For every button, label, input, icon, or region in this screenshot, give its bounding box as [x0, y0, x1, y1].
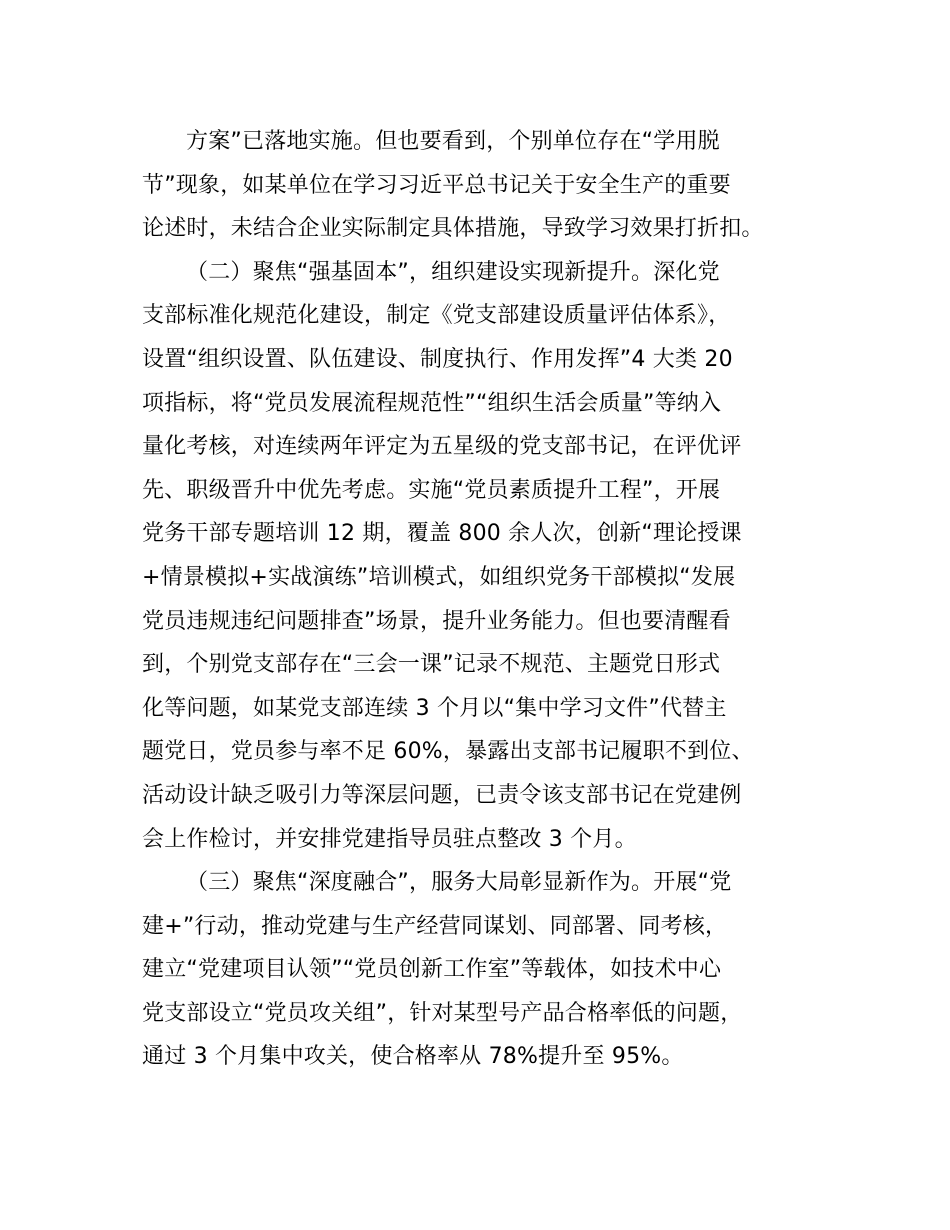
- text-line: 先、职级晋升中优先考虑。实施“党员素质提升工程”，开展: [142, 477, 721, 503]
- text-line: 题党日，党员参与率不足 60%，暴露出支部书记履职不到位、: [142, 739, 754, 765]
- text-line: 会上作检讨，并安排党建指导员驻点整改 3 个月。: [142, 826, 637, 852]
- text-line: 建+”行动，推动党建与生产经营同谋划、同部署、同考核，: [142, 913, 728, 939]
- paragraph-1: [142, 120, 842, 251]
- paragraph-2: [142, 251, 842, 861]
- text-line: 项指标，将“党员发展流程规范性”“组织生活会质量”等纳入: [142, 390, 722, 416]
- text-line: +情景模拟+实战演练”培训模式，如组织党务干部模拟“发展: [142, 564, 736, 590]
- text-line: 党务干部专题培训 12 期，覆盖 800 余人次，创新“理论授课: [142, 521, 742, 547]
- text-line: 党支部设立“党员攻关组”，针对某型号产品合格率低的问题，: [142, 1000, 743, 1026]
- text-line: 论述时，未结合企业实际制定具体措施，导致学习效果打折扣。: [142, 216, 764, 242]
- text-line: （三）聚焦“深度融合”，服务大局彰显新作为。开展“党: [186, 870, 732, 896]
- text-line: 党员违规违纪问题排查”场景，提升业务能力。但也要清醒看: [142, 608, 731, 634]
- text-line: 建立“党建项目认领”“党员创新工作室”等载体，如技术中心: [142, 957, 722, 983]
- paragraph-3: [142, 861, 842, 1079]
- text-line: 支部标准化规范化建设，制定《党支部建设质量评估体系》，: [142, 303, 731, 329]
- text-line: 方案”已落地实施。但也要看到，个别单位存在“学用脱: [186, 129, 720, 154]
- text-line: 设置“组织设置、队伍建设、制度执行、作用发挥”4 大类 20: [142, 346, 733, 372]
- text-line: 量化考核，对连续两年评定为五星级的党支部书记，在评优评: [142, 434, 742, 460]
- text-line: 化等问题，如某党支部连续 3 个月以“集中学习文件”代替主: [142, 695, 727, 721]
- text-line: 通过 3 个月集中攻关，使合格率从 78%提升至 95%。: [142, 1044, 684, 1070]
- text-line: 到，个别党支部存在“三会一课”记录不规范、主题党日形式: [142, 652, 721, 678]
- text-line: 活动设计缺乏吸引力等深层问题，已责令该支部书记在党建例: [142, 782, 742, 808]
- text-line: 节”现象，如某单位在学习习近平总书记关于安全生产的重要: [142, 172, 731, 198]
- text-line: （二）聚焦“强基固本”，组织建设实现新提升。深化党: [186, 259, 720, 285]
- document-body: [142, 120, 842, 1079]
